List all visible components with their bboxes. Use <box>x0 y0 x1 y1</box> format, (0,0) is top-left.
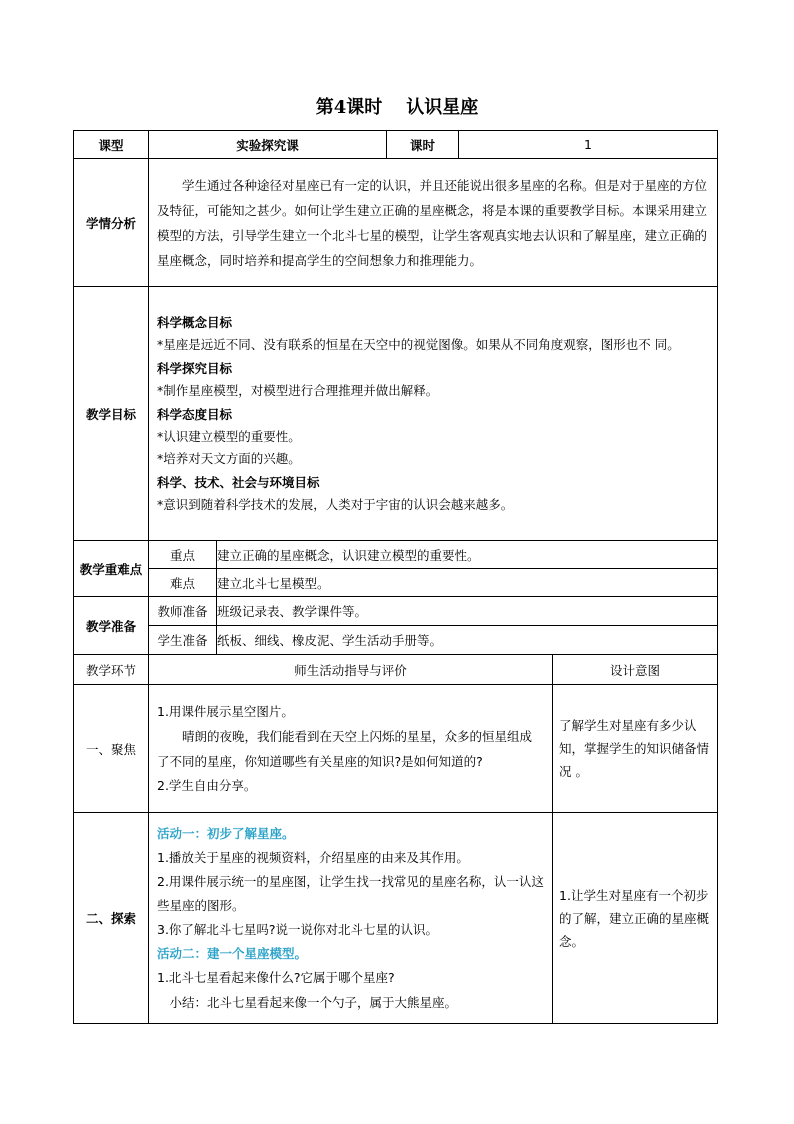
explore-step-1: 1.播放关于星座的视频资料，介绍星座的由来及其作用。 <box>157 849 469 865</box>
focus-activity-cell <box>149 685 553 813</box>
focus-stage-label: 一、聚焦 <box>74 685 149 813</box>
attitude-goal-item-2: *培养对天文方面的兴趣。 <box>157 450 301 466</box>
explore-step-4: 1.北斗七星看起来像什么?它属于哪个星座? <box>157 969 395 985</box>
goals-cell <box>149 287 718 541</box>
focus-intent-text: 了解学生对星座有多少认知，掌握学生的知识储备情况 。 <box>559 718 710 779</box>
focus-step-1: 1.用课件展示星空图片。 <box>157 703 294 719</box>
hours-label: 课时 <box>387 131 459 159</box>
difficulty-text: 建立北斗七星模型。 <box>217 569 718 597</box>
explore-goal-heading: 科学探究目标 <box>157 360 233 376</box>
focus-step-1-detail: 晴朗的夜晚，我们能看到在天空上闪烁的星星，众多的恒星组成了不同的星座，你知道哪些有关星座的知识?是如何知道的? <box>157 728 533 769</box>
key-point-text: 建立正确的星座概念，认识建立模型的重要性。 <box>217 541 718 569</box>
type-row <box>74 131 718 159</box>
keypoints-label: 教学重难点 <box>74 541 149 597</box>
goals-row <box>74 287 718 541</box>
explore-summary: 小结：北斗七星看起来像一个勺子，属于大熊星座。 <box>169 994 458 1010</box>
explore-goal-item: *制作星座模型，对模型进行合理推理并做出解释。 <box>157 382 439 398</box>
process-header-row <box>74 655 718 685</box>
prep-label: 教学准备 <box>74 597 149 655</box>
analysis-row <box>74 159 718 287</box>
explore-intent-text: 1.让学生对星座有一个初步的了解，建立正确的星座概念。 <box>559 887 710 949</box>
focus-intent-cell <box>553 685 718 813</box>
goals-label: 教学目标 <box>74 287 149 541</box>
analysis-cell <box>149 159 718 287</box>
explore-intent-cell <box>553 813 718 1024</box>
lesson-name: 认识星座 <box>406 97 479 118</box>
teacher-prep-row <box>74 597 718 626</box>
process-col-intent: 设计意图 <box>553 655 718 685</box>
explore-step-3: 3.你了解北斗七星吗?说一说你对北斗七星的认识。 <box>157 921 439 937</box>
concept-goal-heading: 科学概念目标 <box>157 314 233 330</box>
key-point-row <box>74 541 718 569</box>
attitude-goal-heading: 科学态度目标 <box>157 406 233 422</box>
type-label: 课型 <box>74 131 149 159</box>
explore-row <box>74 813 718 1024</box>
explore-activity-cell <box>149 813 553 1024</box>
lesson-plan-table <box>73 130 718 1024</box>
process-col-activity: 师生活动指导与评价 <box>149 655 553 685</box>
difficulty-row <box>74 569 718 597</box>
explore-step-2: 2.用课件展示统一的星座图，让学生找一找常见的星座名称，认一认这些星座的图形。 <box>157 873 544 913</box>
analysis-label: 学情分析 <box>74 159 149 287</box>
hours-value: 1 <box>459 131 718 159</box>
teacher-prep-text: 班级记录表、教学课件等。 <box>217 597 718 626</box>
type-value: 实验探究课 <box>149 131 387 159</box>
attitude-goal-item-1: *认识建立模型的重要性。 <box>157 428 301 444</box>
focus-step-2: 2.学生自由分享。 <box>157 777 257 793</box>
analysis-text: 学生通过各种途径对星座已有一定的认识，并且还能说出很多星座的名称。但是对于星座的方位及特征，可能知之甚少。如何让学生建立正确的星座概念，将是本课的重要教学目标。本课采用建立模型的方法，引导学生建立一个北斗七星的模型，让学生客观真实地去认识和了解星座，建立正确的星座概念，同时培养和提高学生的空间想象力和推理能力。 <box>157 177 708 268</box>
lesson-number: 第4课时 <box>315 97 383 118</box>
process-col-stage: 教学环节 <box>74 655 149 685</box>
activity-1-heading: 活动一：初步了解星座。 <box>157 825 295 841</box>
student-prep-text: 纸板、细线、橡皮泥、学生活动手册等。 <box>217 626 718 655</box>
activity-2-heading: 活动二：建一个星座模型。 <box>157 945 308 961</box>
key-point-label: 重点 <box>149 541 217 569</box>
sts-goal-item: *意识到随着科学技术的发展，人类对于宇宙的认识会越来越多。 <box>157 496 514 512</box>
concept-goal-item: *星座是远近不同、没有联系的恒星在天空中的视觉图像。如果从不同角度观察，图形也不 同。 <box>157 336 680 352</box>
student-prep-row <box>74 626 718 655</box>
page-title <box>0 93 794 119</box>
sts-goal-heading: 科学、技术、社会与环境目标 <box>157 474 320 490</box>
difficulty-label: 难点 <box>149 569 217 597</box>
focus-row <box>74 685 718 813</box>
teacher-prep-label: 教师准备 <box>149 597 217 626</box>
student-prep-label: 学生准备 <box>149 626 217 655</box>
explore-stage-label: 二、探索 <box>74 813 149 1024</box>
